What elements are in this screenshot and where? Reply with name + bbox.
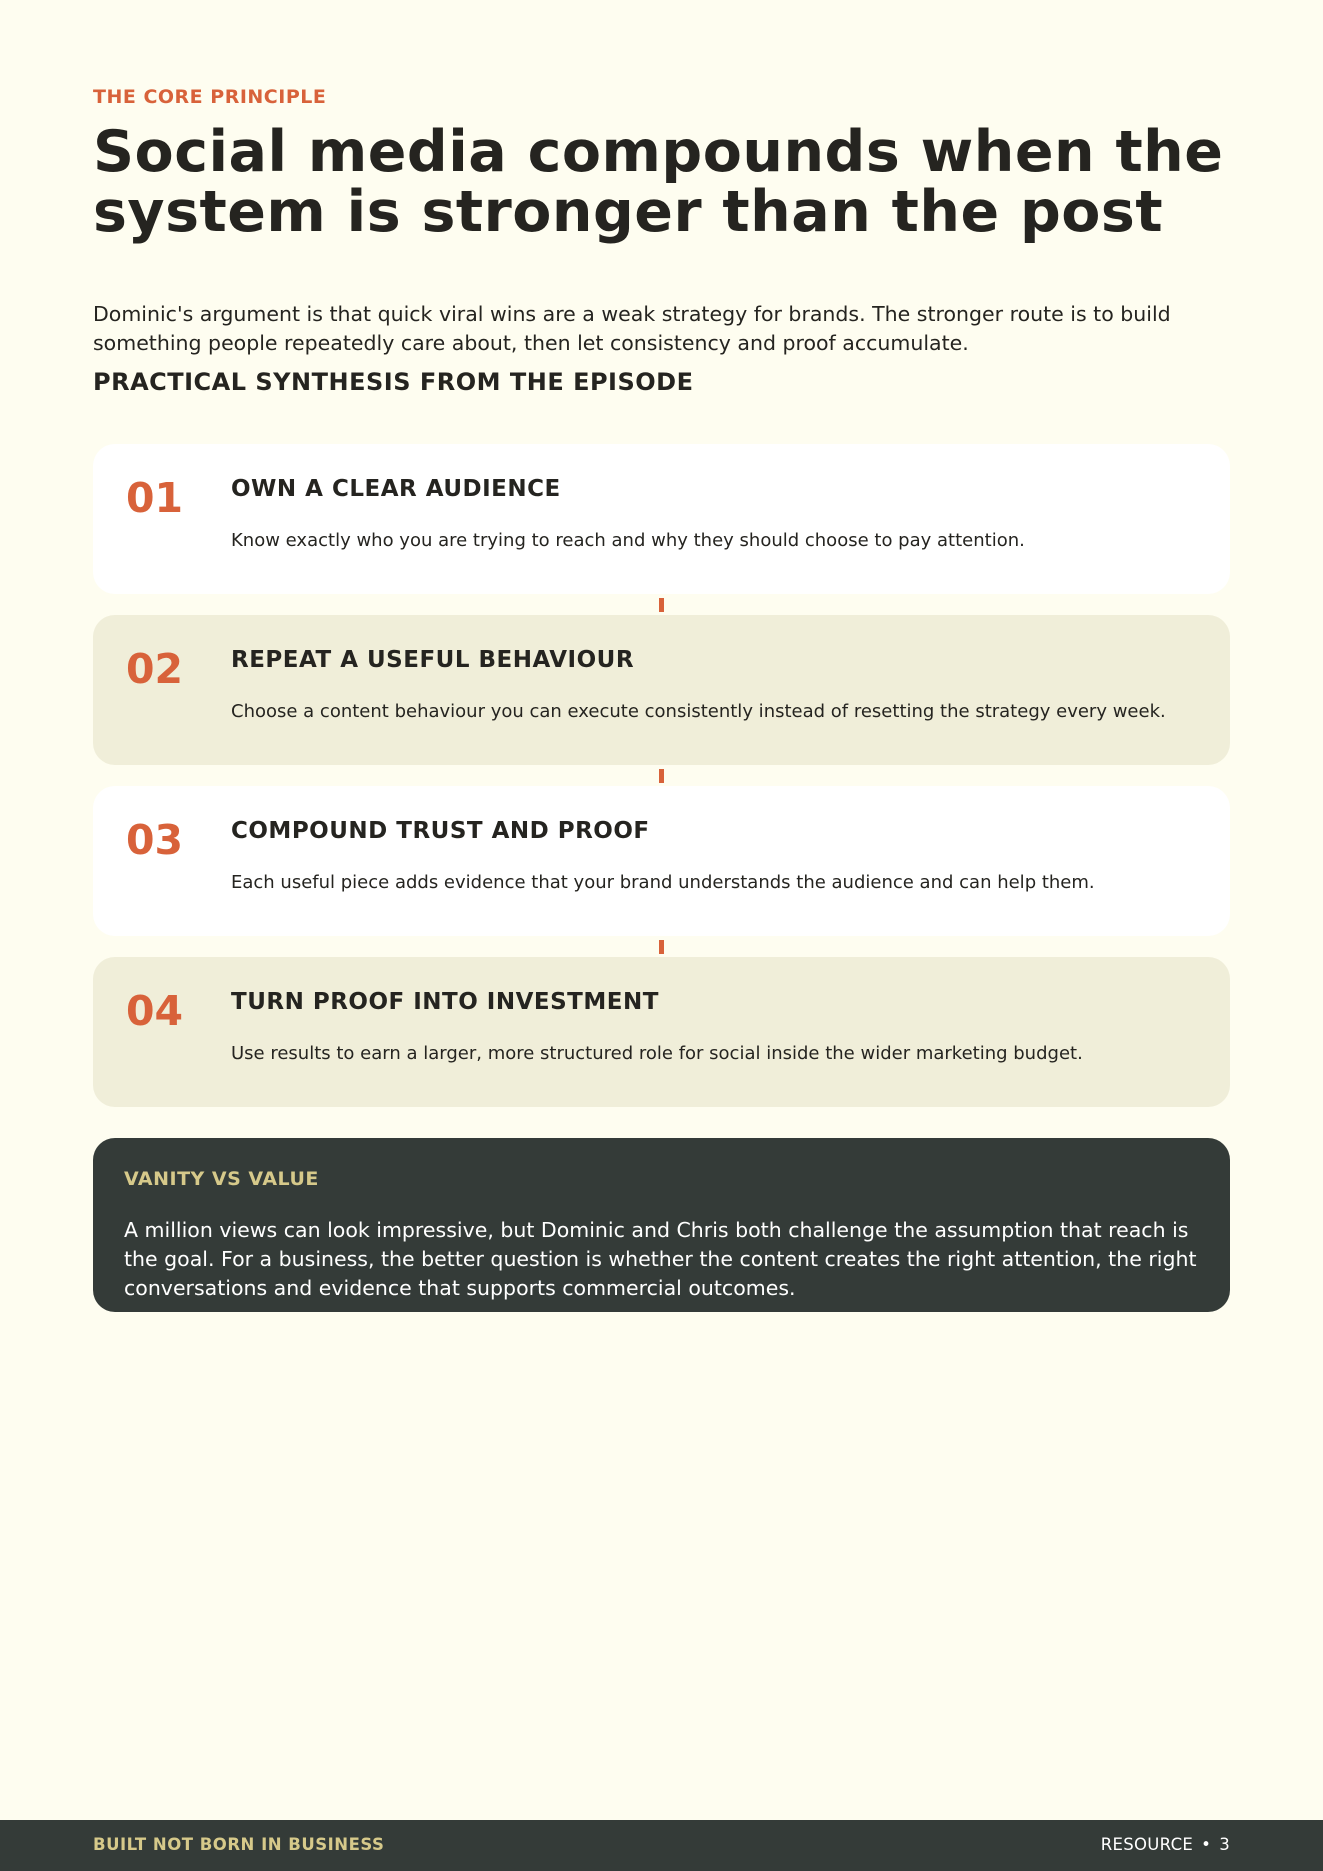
step-card-1	[93, 444, 1230, 594]
step-body: Know exactly who you are trying to reach and why they should choose to pay attention.	[231, 530, 1025, 551]
step-body: Use results to earn a larger, more structured role for social inside the wider marketing budget.	[231, 1043, 1083, 1064]
step-card-3	[93, 786, 1230, 936]
step-title: OWN A CLEAR AUDIENCE	[231, 476, 561, 502]
step-connector	[659, 940, 664, 954]
page-number: 3	[1219, 1835, 1230, 1854]
step-title: COMPOUND TRUST AND PROOF	[231, 818, 650, 844]
step-body: Choose a content behaviour you can execute consistently instead of resetting the strategy every week.	[231, 701, 1166, 722]
callout-panel	[93, 1138, 1230, 1312]
step-number: 04	[126, 987, 184, 1035]
footer-page-info	[1101, 1835, 1230, 1854]
eyebrow-label: THE CORE PRINCIPLE	[93, 86, 327, 108]
section-heading: PRACTICAL SYNTHESIS FROM THE EPISODE	[93, 368, 694, 396]
callout-body: A million views can look impressive, but Dominic and Chris both challenge the assumption that reach is the goal. For a business, the better question is whether the content creates the right attention, the right conversations and evidence that supports commercial outcomes.	[124, 1218, 1197, 1300]
step-number: 03	[126, 816, 184, 864]
step-card-2	[93, 615, 1230, 765]
step-connector	[659, 769, 664, 783]
step-card-4	[93, 957, 1230, 1107]
page-title: Social media compounds when the system is stronger than the post	[93, 119, 1224, 245]
footer-separator: •	[1201, 1835, 1212, 1854]
step-body: Each useful piece adds evidence that your brand understands the audience and can help them.	[231, 872, 1095, 893]
step-title: TURN PROOF INTO INVESTMENT	[231, 989, 659, 1015]
footer-section: RESOURCE	[1100, 1835, 1194, 1854]
step-connector	[659, 598, 664, 612]
step-title: REPEAT A USEFUL BEHAVIOUR	[231, 647, 635, 673]
intro-paragraph: Dominic's argument is that quick viral wins are a weak strategy for brands. The stronger route is to build something people repeatedly care about, then let consistency and proof accumulate.	[93, 302, 1171, 355]
callout-label: VANITY VS VALUE	[124, 1168, 319, 1190]
step-number: 02	[126, 645, 184, 693]
step-number: 01	[126, 474, 184, 522]
footer-brand: BUILT NOT BORN IN BUSINESS	[93, 1835, 385, 1854]
footer-bar	[0, 1820, 1323, 1871]
